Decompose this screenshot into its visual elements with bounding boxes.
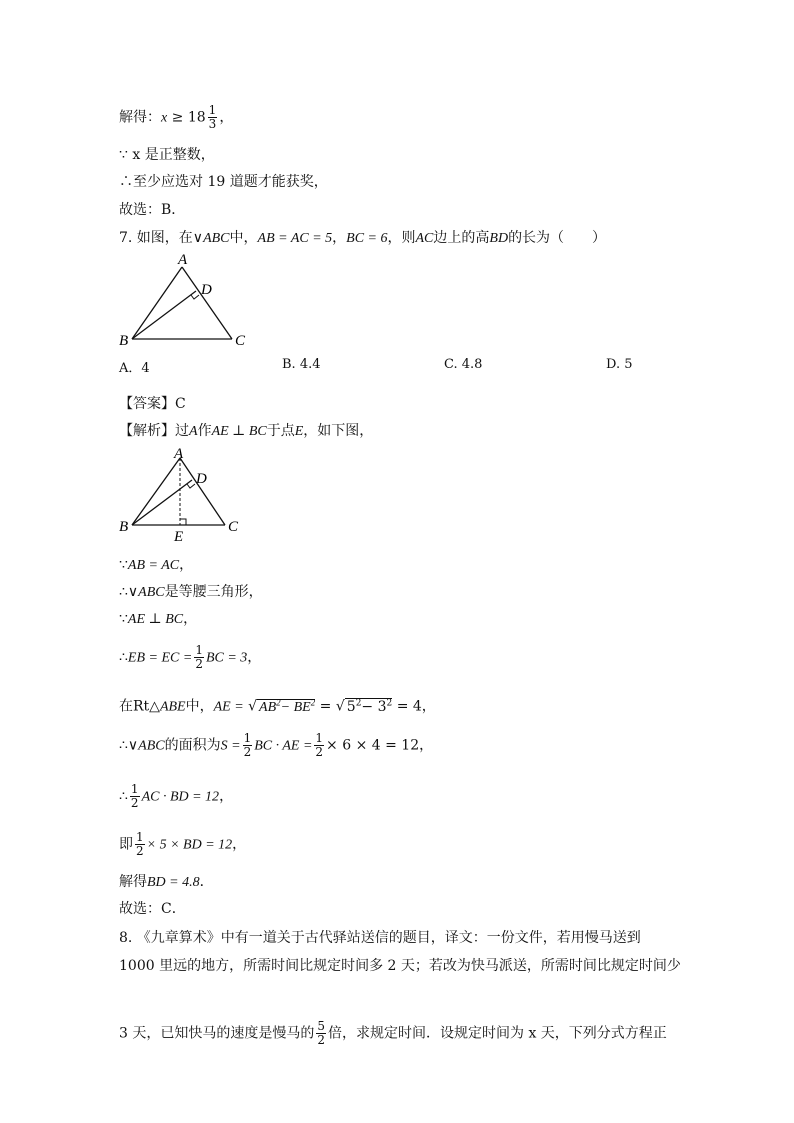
label-C: C [235,333,246,349]
question-8-line-1: 8. 《九章算术》中有一道关于古代驿站送信的题目，译文：一份文件，若用慢马送到 [119,930,641,946]
step-5: 在Rt△ABE中，AE = √ $AB^2- BE^2$ = √ $5^2- 3^2 = 4$， [119,697,436,715]
label-A: A [174,446,184,462]
step-6: ∴∨ABC的面积为S = $\frac{1}{2}$ BC · AE = $\frac{1}{2}$ × 6 × 4 = 12， [119,731,434,759]
conclusion-line: ∴至少应选对 19 道题才能获奖， [119,174,328,190]
triangle-figure-1 [110,252,260,352]
step-9: 解得BD = 4.8． [119,874,214,890]
step-8: 即 $\frac{1}{2}$ × 5 × BD = 12， [119,830,247,858]
step-10: 故选：C． [119,901,186,917]
label-C: C [228,519,239,535]
label-D: D [201,282,212,298]
label-E: E [174,529,184,545]
option-c: C. 4.8 [444,357,483,372]
option-d: D. 5 [606,357,633,372]
label-A: A [178,252,188,268]
label-D: D [196,471,207,487]
step-4: ∴EB = EC = $\frac{1}{2}$ BC = 3， [119,643,262,671]
analysis-line: 【解析】过A作AE ⊥ BC于点E，如下图， [119,423,374,439]
step-2: ∴∨ABC是等腰三角形， [119,584,263,600]
question-8-line-2: 1000 里远的地方，所需时间比规定时间多 2 天；若改为快马派送，所需时间比规定时间少 [119,958,681,974]
step-7: ∴ $\frac{1}{2}$ AC · BD = 12， [119,782,234,810]
label-B: B [119,333,129,349]
option-a: A．4 [119,361,150,376]
integer-line: ∵ x 是正整数， [119,147,215,163]
answer-line: 【答案】C [119,396,186,412]
step-3: ∵AE ⊥ BC， [119,611,198,627]
question-7: 7. 如图，在∨ABC中，AB = AC = 5，BC = 6，则AC边上的高BD的长为（ ） [119,230,607,246]
step-1: ∵AB = AC， [119,557,194,573]
choose-line: 故选：B． [119,202,186,218]
solve-line: 解得：x ≥ 18 $\frac{1}{3}$ ， [119,103,234,131]
option-b: B. 4.4 [282,357,321,372]
triangle-figure-2 [110,446,260,546]
question-8-line-3: 3 天，已知快马的速度是慢马的 $\frac{5}{2}$ 倍，求规定时间．设规定时间为 x 天，下列分式方程正 [119,1019,667,1047]
label-B: B [119,519,129,535]
